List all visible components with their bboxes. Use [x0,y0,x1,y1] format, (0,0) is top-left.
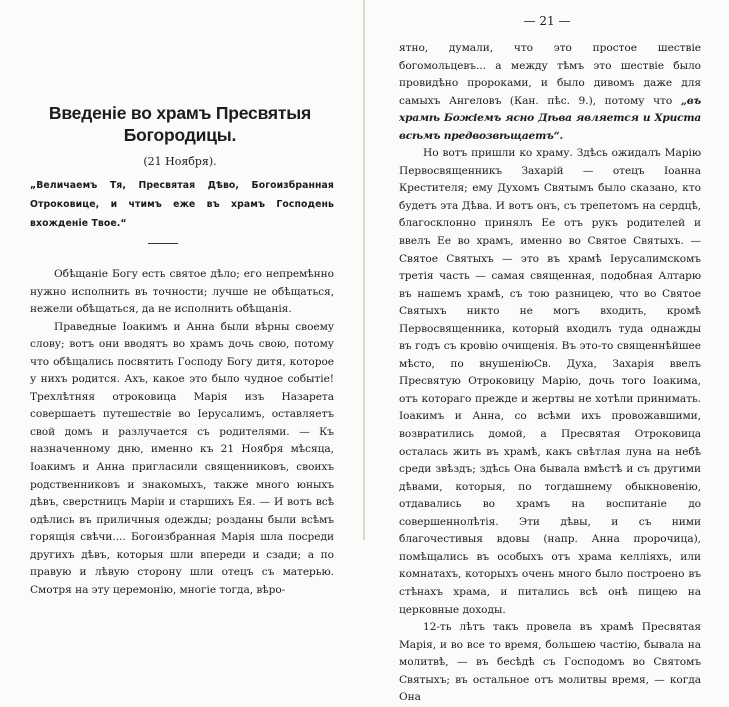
scripture-quote: Христа всѣмъ предвозвѣщаетъ“. [399,112,701,142]
page-number: — 21 — [523,14,571,28]
left-body-text [30,266,334,599]
right-body-text [399,40,701,707]
divider [148,243,178,244]
left-page [0,0,364,596]
text-line: ятно, думали, что это простое шествіе богомольцевъ... [399,42,701,72]
epigraph: „Величаемъ Тя, Пресвятая Дѣво, Богоизбранная Отроковице, и чтимъ еже въ храмъ Господень вхожденіе Твое.“ [30,180,334,229]
text-line: а между тѣмъ это шествіе было провидѣно пророками, [399,59,701,90]
paragraph: Обѣщаніе Богу есть святое дѣло; его непремѣнно нужно исполнить въ точности; лучше не обѣщаться, нежели обѣщаться, да не исполнить обѣщанія. [30,268,334,316]
right-page [365,0,729,704]
paragraph [399,40,701,145]
paragraph: 12-ть лѣтъ такъ провела въ храмѣ Пресвятая Марія, и во все то время, большею частію, бывала на молитвѣ, — въ бесѣдѣ съ Господомъ во Святомъ Святыхъ; въ остальное отъ молитвы время, — когда Она [399,621,701,704]
chapter-title: Введеніе во храмъ Пресвятыя Богородицы. [48,103,312,145]
text-line: и было дивомъ даже для самыхъ Ангеловъ (Кан. пѣс. 9.), [399,77,702,107]
scripture-quote: „въ храмѣ Божіемъ ясно Дѣва является и [399,94,701,125]
feast-date: (21 Ноября). [143,155,217,168]
paragraph: Но вотъ пришли ко храму. Здѣсь ожидалъ Марію Первосвященникъ Захарій — отецъ Іоанна Крестителя; ему Духомъ Святымъ было сказано, кто будетъ эта Дѣва. И вотъ онъ, съ трепетомъ на сердцѣ, благосклонно принялъ Ее отъ рукъ родителей и ввелъ Ее во храмъ, именно во Святое Святыхъ. — Святое Святыхъ — это въ храмѣ Іерусалимскомъ третія часть — самая священная, подобная Алтарю въ нашемъ храмѣ, съ тою разницею, что во Святое Святыхъ никто не могъ входить, кромѣ Первосвященника, который входилъ туда однажды въ годъ съ кровію очищенія. Въ это-то священнѣйшее мѣсто, по внушеніюСв. Духа, Захарія ввелъ Пресвятую Отроковицу Марію, дочь того Іоакима, отъ котораго прежде и жертвы не хотѣли принимать. Іоакимъ и Анна, со всѣми ихъ провожавшими, возвратились домой, а Пресвятая Отроковица осталась жить въ храмѣ, какъ свѣтлая луна на небѣ среди звѣздъ; здѣсь Она бывала вмѣстѣ и съ другими дѣвами, которыя, по тогдашнему обыкновенію, отдавались во храмъ на воспитаніе до совершеннолѣтія. Эти дѣвы, и съ ними благочестивыя вдовы (напр. Анна пророчица), помѣщались въ особыхъ отъ храма келліяхъ, или комнатахъ, которыхъ очень много было построено въ стѣнахъ храма, и питались всѣ онѣ пищею на церковные доходы. [399,147,701,616]
text-line: потому что [604,94,681,107]
paragraph: Праведные Іоакимъ и Анна были вѣрны своему слову; вотъ они вводятъ во храмъ дочь свою, потому что обѣщались посвятить Господу Богу дитя, которое у нихъ родится. Ахъ, какое это было чудное событіе! Трехлѣтняя отроковица Марія изъ Назарета совершаетъ путешествіе во Іерусалимъ, оставляетъ свой домъ и разлучается съ родителями. — Къ назначенному дню, именно къ 21 Ноября мѣсяца, Іоакимъ и Анна пригласили священниковъ, своихъ родственниковъ и знакомыхъ, также много юныхъ дѣвъ, сверстницъ Маріи и старшихъ Ея. — И вотъ всѣ одѣлись въ приличныя одежды; розданы были всѣмъ горящія свѣчи.... Богоизбранная Марія шла посреди другихъ дѣвъ, которыя шли впереди и сзади; а по правую и лѣвую сторону шли отецъ съ матерью. Смотря на эту церемонію, многіе тогда, вѣро- [30,320,334,596]
